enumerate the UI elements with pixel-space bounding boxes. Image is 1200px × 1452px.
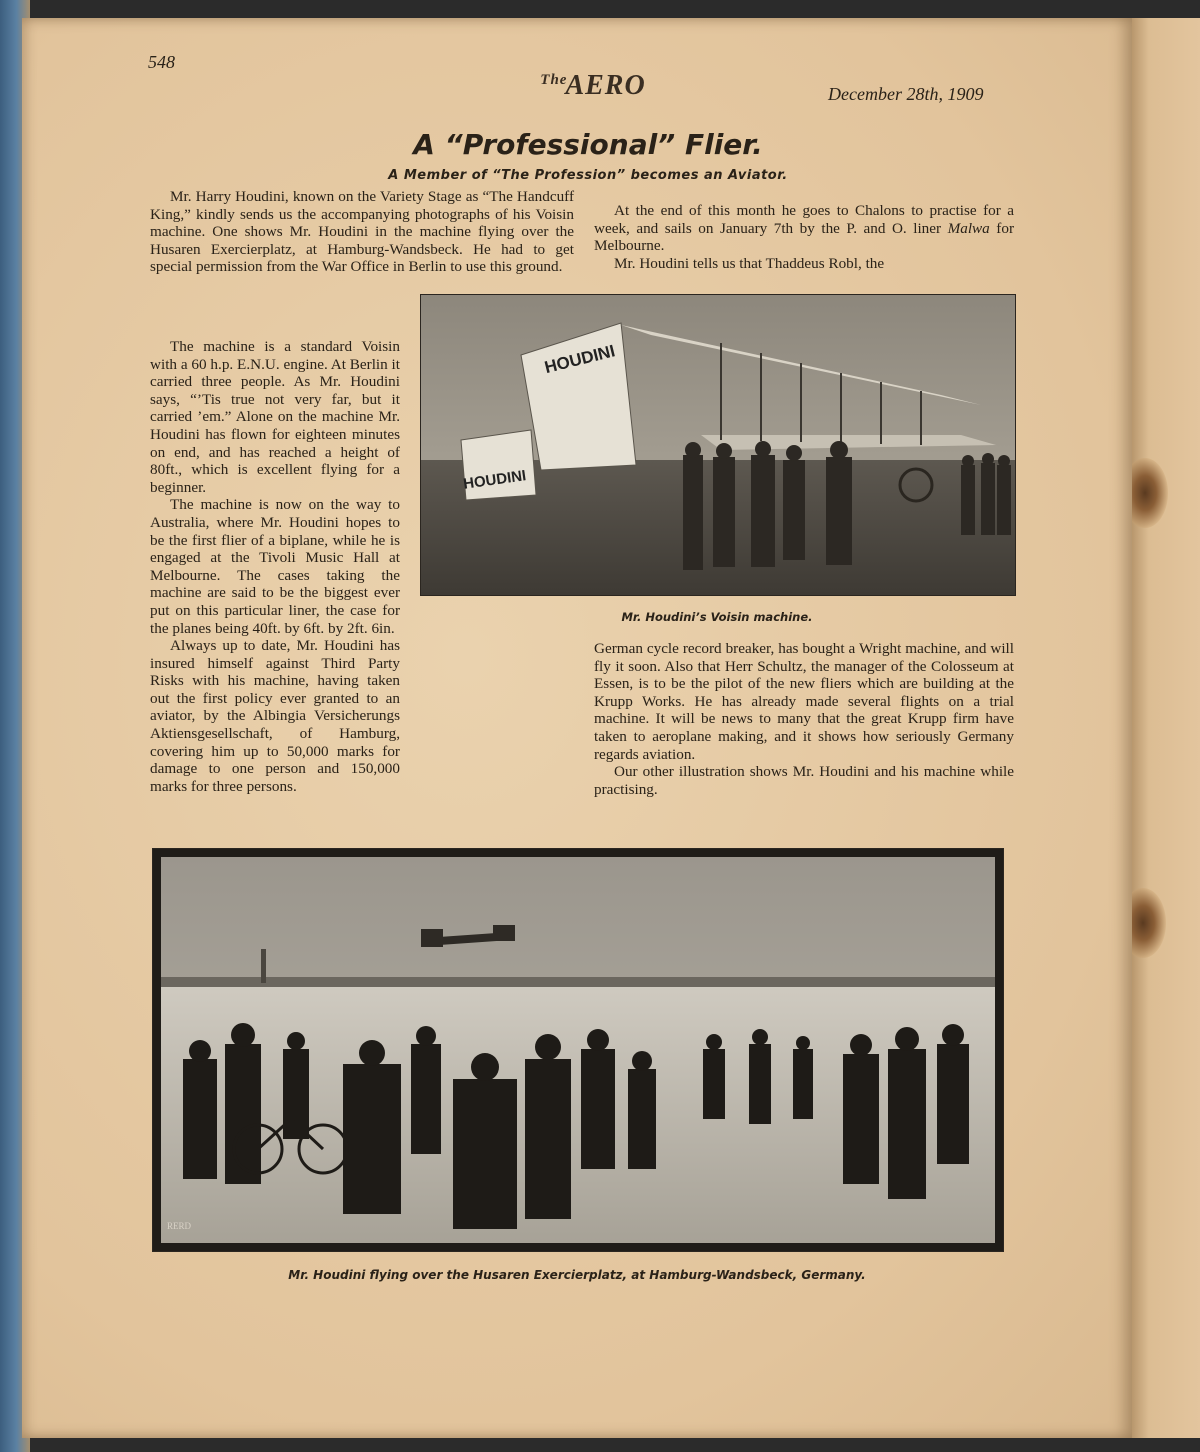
- photographer-signature: RERD: [167, 1221, 192, 1231]
- article-subtitle: A Member of “The Profession” becomes an Aviator.: [388, 168, 788, 183]
- voisin-machine-photo: [420, 294, 1016, 596]
- masthead-prefix: The: [540, 71, 568, 88]
- left-column-narrow: [150, 338, 400, 795]
- paragraph: Mr. Houdini tells us that Thaddeus Robl, the: [614, 254, 885, 272]
- paragraph: German cycle record breaker, has bought a Wright machine, and will fly it soon. Also that Herr Schultz, the manager of the Colosseum at Essen, is to be the pilot of the new fliers which are building at the Krupp Works. He has already made several flights on a trial machine. It will be news to many that the great Krupp firm have taken to aeroplane making, and it shows how seriously Germany regards aviation.: [594, 640, 1014, 763]
- paragraph: [594, 202, 1014, 255]
- facing-page-edge: [1132, 18, 1200, 1438]
- plane-label-front: HOUDINI: [542, 341, 617, 378]
- article-title: A “Professional” Flier.: [413, 128, 763, 161]
- right-column-bottom: [594, 640, 1014, 798]
- paragraph: The machine is a standard Voisin with a 60 h.p. E.N.U. engine. At Berlin it carried three people. As Mr. Houdini says, “’Tis true not very far, but it carried ’em.” Alone on the machine Mr. Houdini has flown for eighteen minutes on end, and has reached a height of 80ft., which is excellent flying for a beginner.: [150, 338, 400, 496]
- paragraph: Always up to date, Mr. Houdini has insured himself against Third Party Risks with his machine, having taken out the first policy ever granted to an aviator, by the Albingia Versicherungs Aktiensgesellschaft, of Hamburg, covering him up to 50,000 marks for damage to one person and 150,000 marks for three persons.: [150, 637, 400, 795]
- photo2-caption: Mr. Houdini flying over the Husaren Exercierplatz, at Hamburg-Wandsbeck, Germany.: [288, 1268, 866, 1282]
- ship-name: Malwa: [947, 219, 990, 237]
- plane-label-tail: HOUDINI: [462, 467, 528, 493]
- paragraph: Mr. Harry Houdini, known on the Variety Stage as “The Handcuff King,” kindly sends us the accompanying photographs of his Voisin machine. One shows Mr. Houdini in the machine flying over the Husaren Exercierplatz, at Hamburg-Wandsbeck. He had to get special permission from the War Office in Berlin to use this ground.: [150, 188, 574, 276]
- voisin-machine-illustration: [421, 295, 1015, 595]
- paragraph: Our other illustration shows Mr. Houdini and his machine while practising.: [594, 763, 1014, 798]
- masthead-name: AERO: [565, 70, 646, 101]
- photo1-caption: Mr. Houdini’s Voisin machine.: [621, 610, 813, 624]
- issue-date: December 28th, 1909: [828, 84, 984, 104]
- page-number: 548: [148, 52, 175, 72]
- left-column-intro: [150, 188, 574, 276]
- text-run: for Melbourne.: [594, 219, 1015, 255]
- flight-illustration: [153, 849, 1003, 1251]
- flight-photo: [152, 848, 1004, 1252]
- masthead: [518, 70, 668, 102]
- paragraph: The machine is now on the way to Australia, where Mr. Houdini hopes to be the first flier of a biplane, while he is engaged at the Tivoli Music Hall at Melbourne. The cases taking the machine are said to be the biggest ever put on this particular liner, the case for the planes being 40ft. by 6ft. by 2ft. 6in.: [150, 496, 400, 637]
- text-run: At the end of this month he goes to Chalons to practise for a week, and sails on January 7th by the P. and O. liner: [594, 202, 1014, 237]
- right-column-top: [594, 202, 1014, 272]
